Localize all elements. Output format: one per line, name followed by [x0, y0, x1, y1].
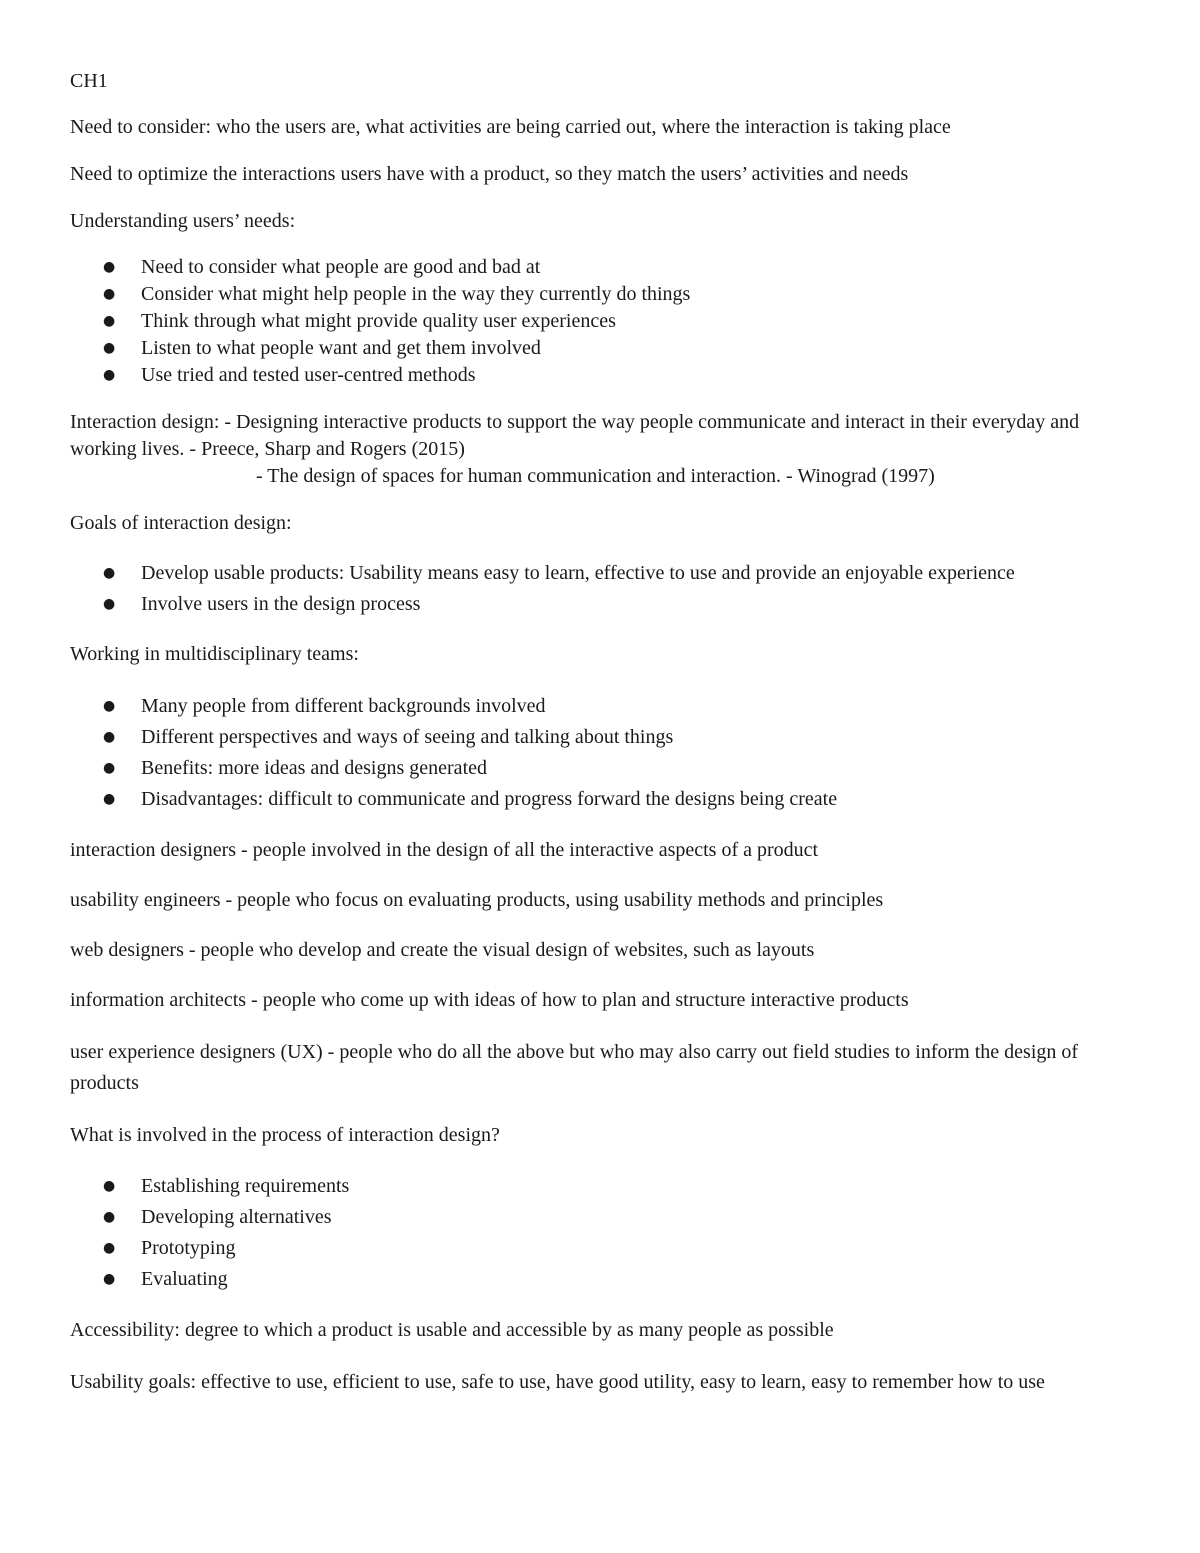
understanding-needs-list — [70, 254, 1150, 389]
interaction-design-definition: Interaction design: - Designing interactive products to support the way people communicate and interact in their everyday and working lives. - Preece, Sharp and Rogers (2015) — [70, 411, 1080, 460]
list-item: ● Evaluating — [70, 1264, 1150, 1295]
chapter-heading: CH1 — [70, 70, 108, 92]
role-usability-engineers: usability engineers - people who focus on evaluating products, using usability methods and principles — [70, 889, 884, 911]
list-item: ● Establishing requirements — [70, 1171, 1150, 1202]
list-item: ● Disadvantages: difficult to communicate and progress forward the designs being create — [70, 784, 1150, 815]
paragraph-optimize: Need to optimize the interactions users have with a product, so they match the users’ activities and needs — [70, 163, 909, 185]
list-item: ● Prototyping — [70, 1233, 1150, 1264]
teams-title: Working in multidisciplinary teams: — [70, 643, 359, 665]
list-item: ● Think through what might provide quality user experiences — [70, 308, 1150, 335]
goals-title: Goals of interaction design: — [70, 512, 292, 534]
list-item: ● Need to consider what people are good and bad at — [70, 254, 1150, 281]
document-page — [70, 68, 1150, 1398]
list-item: ● Different perspectives and ways of seeing and talking about things — [70, 722, 1150, 753]
role-ux-designers: user experience designers (UX) - people who do all the above but who may also carry out field studies to inform the design of products — [70, 1041, 1079, 1094]
list-item: ● Involve users in the design process — [70, 589, 1150, 620]
paragraph-consider: Need to consider: who the users are, what activities are being carried out, where the interaction is taking place — [70, 116, 951, 138]
usability-goals: Usability goals: effective to use, efficient to use, safe to use, have good utility, easy to learn, easy to remember how to use — [70, 1371, 1045, 1393]
goals-list — [70, 558, 1150, 620]
list-item: ● Listen to what people want and get them involved — [70, 335, 1150, 362]
role-web-designers: web designers - people who develop and create the visual design of websites, such as layouts — [70, 939, 815, 961]
list-item: ● Developing alternatives — [70, 1202, 1150, 1233]
role-interaction-designers: interaction designers - people involved in the design of all the interactive aspects of a product — [70, 839, 819, 861]
process-title: What is involved in the process of interaction design? — [70, 1124, 500, 1146]
list-item: ● Benefits: more ideas and designs generated — [70, 753, 1150, 784]
list-item: ● Many people from different backgrounds involved — [70, 691, 1150, 722]
list-item: ● Use tried and tested user-centred methods — [70, 362, 1150, 389]
process-list — [70, 1171, 1150, 1295]
understanding-needs-title: Understanding users’ needs: — [70, 210, 296, 232]
accessibility-definition: Accessibility: degree to which a product is usable and accessible by as many people as possible — [70, 1319, 834, 1341]
teams-list — [70, 691, 1150, 815]
list-item: ● Develop usable products: Usability means easy to learn, effective to use and provide an enjoyable experience — [70, 558, 1150, 589]
list-item: ● Consider what might help people in the way they currently do things — [70, 281, 1150, 308]
role-information-architects: information architects - people who come up with ideas of how to plan and structure interactive products — [70, 989, 909, 1011]
interaction-design-winograd: - The design of spaces for human communication and interaction. - Winograd (1997) — [256, 465, 935, 487]
